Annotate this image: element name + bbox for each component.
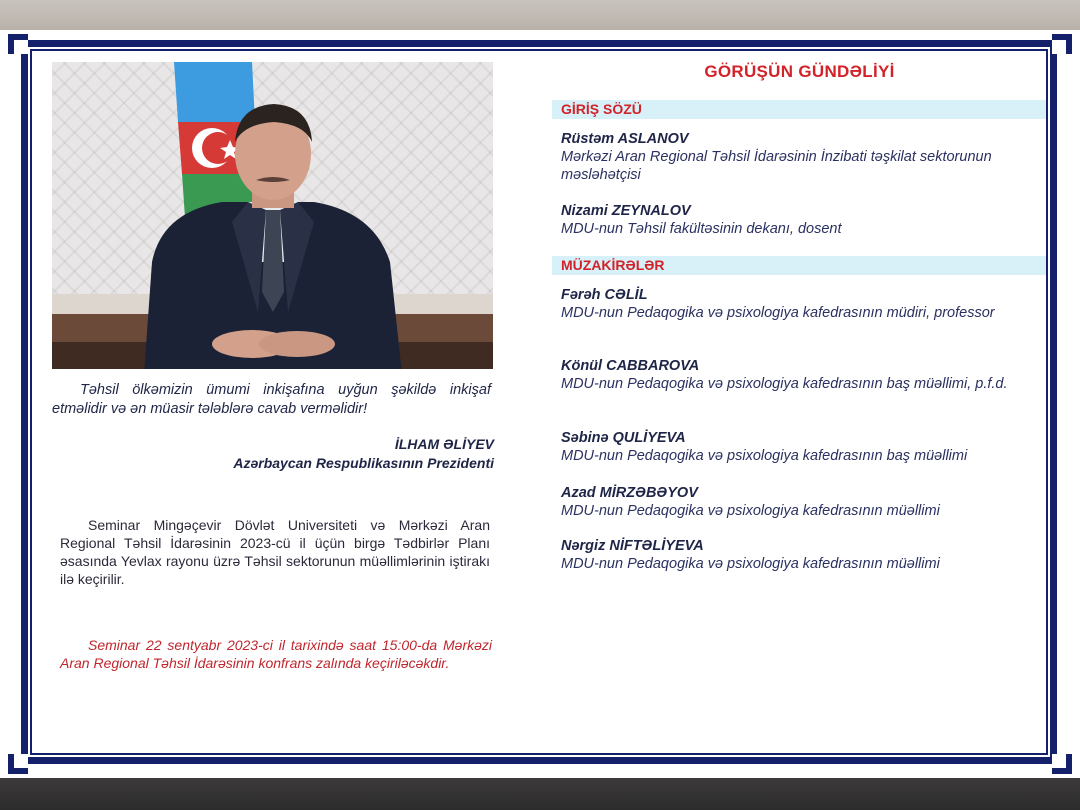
speaker-role: MDU-nun Təhsil fakültəsinin dekanı, dosent	[561, 221, 842, 237]
section-discussion-bar: MÜZAKİRƏLƏR	[552, 256, 1046, 275]
speaker-name: Nizami ZEYNALOV	[561, 203, 691, 219]
discussant-role: MDU-nun Pedaqogika və psixologiya kafedrasının baş müəllimi, p.f.d.	[561, 376, 1008, 392]
frame-corner-ornament	[8, 34, 28, 54]
discussant-role: MDU-nun Pedaqogika və psixologiya kafedrasının müəllimi	[561, 556, 940, 572]
discussant-entry	[561, 357, 1031, 393]
section-intro-bar: GİRİŞ SÖZÜ	[552, 100, 1046, 119]
speaker-entry	[561, 130, 1031, 184]
discussant-role: MDU-nun Pedaqogika və psixologiya kafedrasının baş müəllimi	[561, 448, 968, 464]
president-portrait-photo	[52, 62, 493, 369]
discussant-name: Səbinə QULİYEVA	[561, 430, 686, 446]
discussant-role: MDU-nun Pedaqogika və psixologiya kafedrasının müəllimi	[561, 503, 940, 519]
quote-author-name: İLHAM ƏLİYEV	[394, 436, 494, 452]
quote-author-title: Azərbaycan Respublikasının Prezidenti	[233, 455, 494, 471]
discussant-entry	[561, 484, 1031, 520]
seminar-date-note: Seminar 22 sentyabr 2023-ci il tarixində saat 15:00-da Mərkəzi Aran Regional Təhsil İdarəsinin konfrans zalında keçiriləcəkdir.	[60, 637, 492, 671]
president-quote: Təhsil ölkəmizin ümumi inkişafına uyğun şəkildə inkişaf etməlidir və ən müasir tələblərə cavab verməlidir!	[52, 382, 491, 417]
discussant-entry	[561, 286, 1031, 322]
discussant-role: MDU-nun Pedaqogika və psixologiya kafedrasının müdiri, professor	[561, 305, 995, 321]
speaker-entry	[561, 202, 1031, 238]
discussant-entry	[561, 429, 1031, 465]
speaker-role: Mərkəzi Aran Regional Təhsil İdarəsinin İnzibati təşkilat sektorunun məsləhətçisi	[561, 149, 992, 183]
seminar-info-paragraph: Seminar Mingəçevir Dövlət Universiteti və Mərkəzi Aran Regional Təhsil İdarəsinin 2023-cü il üçün birgə Tədbirlər Planı əsasında Yevlax rayonu üzrə Təhsil sektorunun müəllimlərinin iştirakı ilə keçirilir.	[60, 517, 490, 587]
frame-corner-ornament	[1052, 754, 1072, 774]
frame-corner-ornament	[1052, 34, 1072, 54]
speaker-name: Rüstəm ASLANOV	[561, 131, 689, 147]
agenda-title: GÖRÜŞÜN GÜNDƏLİYİ	[704, 62, 895, 81]
discussant-entry	[561, 537, 1031, 573]
discussant-name: Könül CABBAROVA	[561, 358, 700, 374]
frame-corner-ornament	[8, 754, 28, 774]
discussant-name: Fərəh CƏLİL	[561, 287, 648, 303]
document-page	[8, 34, 1072, 774]
discussant-name: Azad MİRZƏBƏYOV	[561, 485, 698, 501]
discussant-name: Nərgiz NİFTƏLİYEVA	[561, 538, 704, 554]
